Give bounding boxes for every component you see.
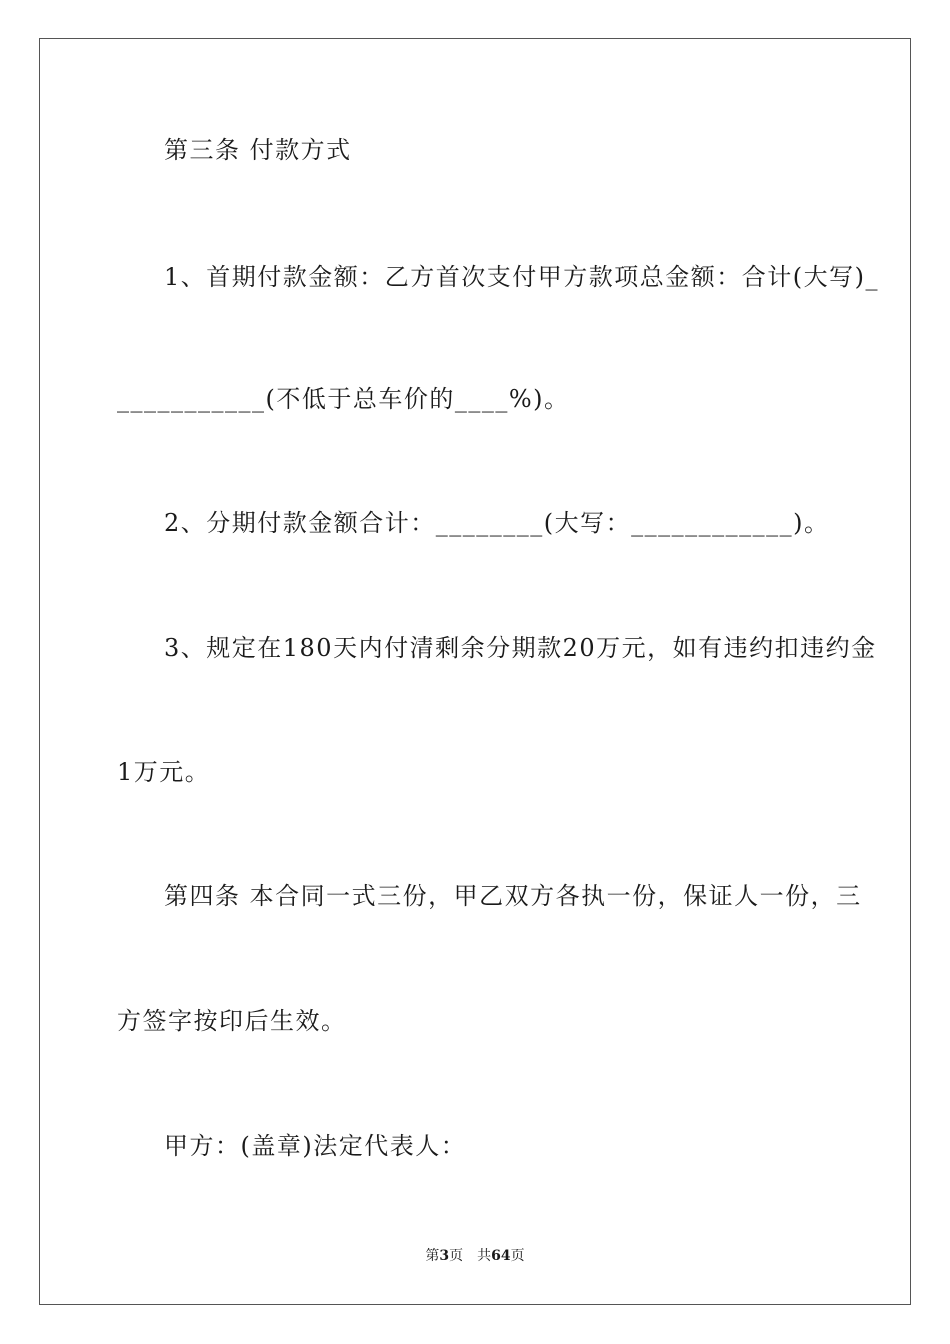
footer-page-prefix: 第	[425, 1248, 440, 1264]
clause-2: 2、分期付款金额合计：________(大写：____________)。	[164, 509, 830, 537]
article-4-line-2: 方签字按印后生效。	[117, 1007, 347, 1035]
footer-page-suffix: 页	[449, 1248, 464, 1264]
clause-3-line-1: 3、规定在180天内付清剩余分期款20万元，如有违约扣违约金	[164, 634, 877, 662]
page-footer	[0, 1247, 950, 1265]
footer-page-number: 3	[439, 1248, 450, 1264]
footer-total-pages: 64	[491, 1248, 511, 1264]
clause-3-line-2: 1万元。	[117, 758, 211, 786]
footer-total-prefix: 共	[477, 1248, 492, 1264]
article-4-line-1: 第四条 本合同一式三份，甲乙双方各执一份，保证人一份，三	[164, 882, 862, 910]
article-3-heading: 第三条 付款方式	[164, 136, 352, 164]
clause-1-line-1: 1、首期付款金额：乙方首次支付甲方款项总金额：合计(大写)_	[164, 263, 879, 291]
footer-total-suffix: 页	[510, 1248, 525, 1264]
party-a-signature-line: 甲方：(盖章)法定代表人：	[164, 1132, 467, 1160]
clause-1-line-2: ___________(不低于总车价的____%)。	[117, 385, 570, 413]
page-frame	[39, 38, 911, 1305]
